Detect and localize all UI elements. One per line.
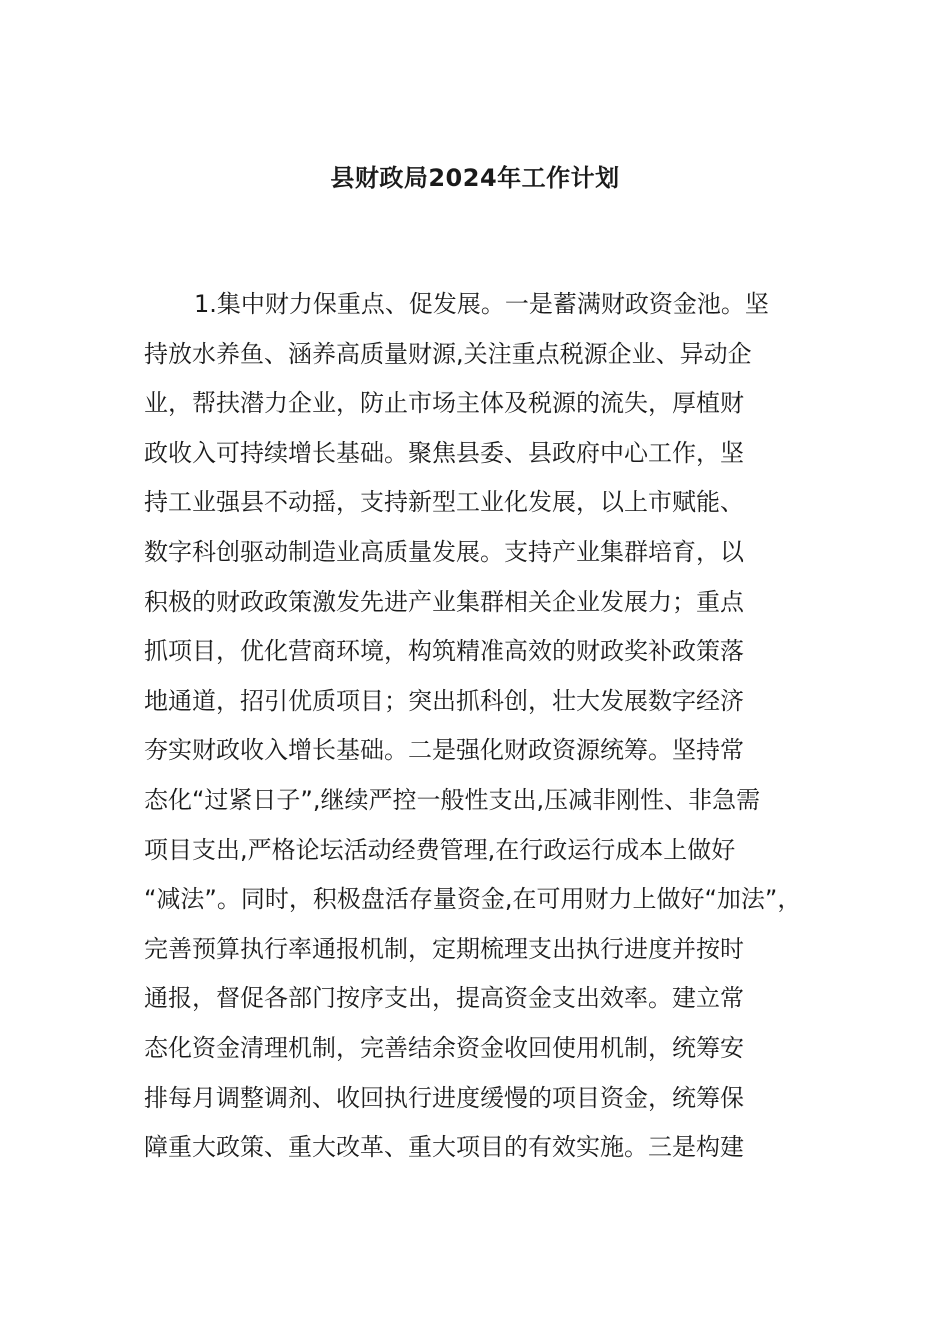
paragraph-line: 障重大政策、重大改革、重大项目的有效实施。三是构建 (144, 1133, 744, 1162)
paragraph-line: 夯实财政收入增长基础。二是强化财政资源统筹。坚持常 (144, 736, 744, 765)
paragraph-line: “减法”。同时，积极盘活存量资金,在可用财力上做好“加法”， (144, 885, 802, 914)
paragraph-line: 持放水养鱼、涵养高质量财源,关注重点税源企业、异动企 (144, 339, 752, 368)
paragraph-line: 业，帮扶潜力企业，防止市场主体及税源的流失，厚植财 (144, 389, 744, 418)
paragraph-line: 积极的财政政策激发先进产业集群相关企业发展力；重点 (144, 587, 744, 616)
body-paragraph (144, 280, 824, 1173)
paragraph-line: 通报，督促各部门按序支出，提高资金支出效率。建立常 (144, 984, 744, 1013)
paragraph-line: 政收入可持续增长基础。聚焦县委、县政府中心工作，坚 (144, 438, 744, 467)
paragraph-line: 数字科创驱动制造业高质量发展。支持产业集群培育，以 (144, 537, 744, 566)
paragraph-line: 持工业强县不动摇，支持新型工业化发展，以上市赋能、 (144, 488, 744, 517)
document-title: 县财政局2024年工作计划 (330, 164, 620, 192)
paragraph-line: 态化“过紧日子”,继续严控一般性支出,压减非刚性、非急需 (144, 785, 761, 814)
paragraph-line: 抓项目，优化营商环境，构筑精准高效的财政奖补政策落 (144, 637, 744, 666)
paragraph-line: 地通道，招引优质项目；突出抓科创，壮大发展数字经济 (144, 686, 744, 715)
paragraph-line: 项目支出,严格论坛活动经费管理,在行政运行成本上做好 (144, 835, 736, 864)
paragraph-line: 态化资金清理机制，完善结余资金收回使用机制，统筹安 (144, 1033, 744, 1062)
paragraph-line: 排每月调整调剂、收回执行进度缓慢的项目资金，统筹保 (144, 1083, 744, 1112)
paragraph-line: 1.集中财力保重点、促发展。一是蓄满财政资金池。坚 (194, 290, 769, 318)
paragraph-line: 完善预算执行率通报机制，定期梳理支出执行进度并按时 (144, 934, 744, 963)
